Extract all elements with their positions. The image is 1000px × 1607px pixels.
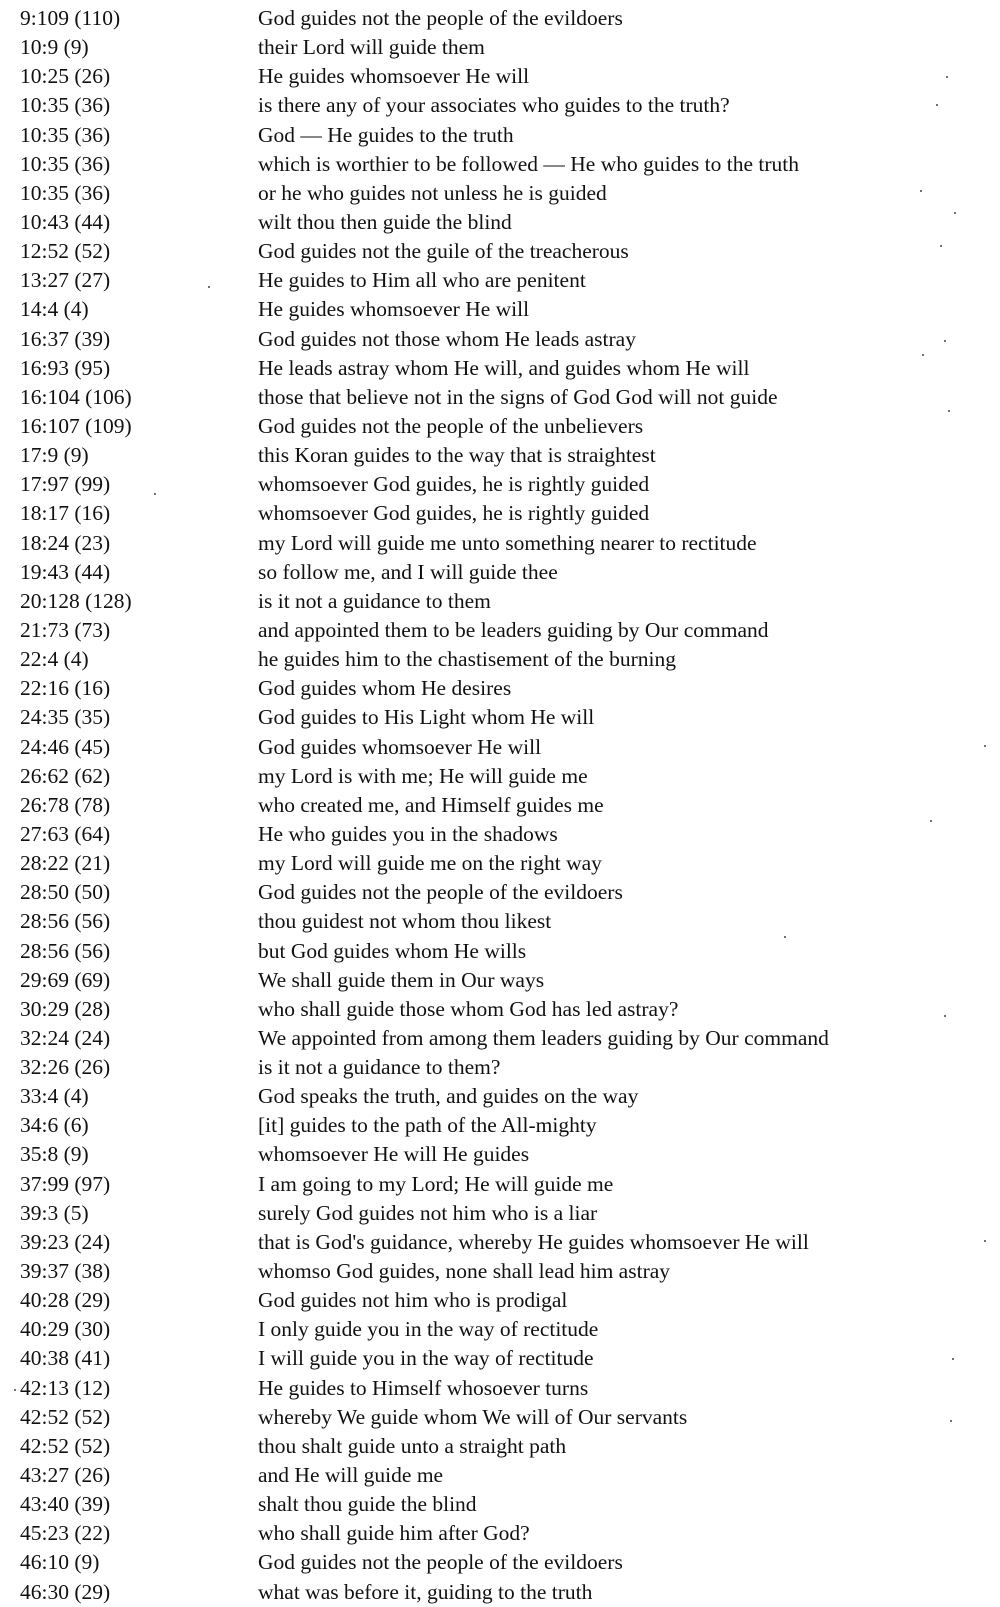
scan-speck: [946, 76, 948, 78]
verse-reference: 24:35 (35): [20, 705, 111, 730]
verse-reference: 18:17 (16): [20, 501, 111, 526]
concordance-entry: [0, 1519, 1000, 1548]
verse-reference: 39:37 (38): [20, 1259, 111, 1284]
scan-speck: [14, 1389, 16, 1391]
verse-reference: 18:24 (23): [20, 530, 111, 555]
verse-reference: 34:6 (6): [20, 1113, 89, 1138]
concordance-entry: [0, 1140, 1000, 1169]
concordance-entry: [0, 237, 1000, 266]
verse-text: whereby We guide whom We will of Our servants: [258, 1404, 688, 1429]
verse-reference: 42:52 (52): [20, 1433, 111, 1458]
verse-reference: 39:23 (24): [20, 1229, 111, 1254]
verse-text: God guides not the people of the evildoers: [258, 880, 623, 905]
scan-speck: [944, 340, 946, 342]
verse-reference: 43:40 (39): [20, 1492, 111, 1517]
verse-text: is there any of your associates who guides to the truth?: [258, 93, 730, 118]
concordance-entry: [0, 1286, 1000, 1315]
verse-reference: 30:29 (28): [20, 996, 111, 1021]
verse-reference: 22:4 (4): [20, 647, 89, 672]
concordance-entry: [0, 33, 1000, 62]
verse-reference: 28:50 (50): [20, 880, 111, 905]
concordance-entry: [0, 354, 1000, 383]
verse-text: is it not a guidance to them: [258, 588, 491, 613]
verse-text: God guides to His Light whom He will: [258, 705, 595, 730]
concordance-entry: [0, 1199, 1000, 1228]
verse-text: He guides whomsoever He will: [258, 64, 530, 89]
verse-reference: 26:78 (78): [20, 792, 111, 817]
concordance-entry: [0, 1111, 1000, 1140]
concordance-entry: [0, 616, 1000, 645]
verse-text: God guides not those whom He leads astray: [258, 326, 636, 351]
verse-reference: 33:4 (4): [20, 1084, 89, 1109]
verse-reference: 40:38 (41): [20, 1346, 111, 1371]
concordance-entry: [0, 587, 1000, 616]
verse-text: my Lord is with me; He will guide me: [258, 763, 588, 788]
concordance-entry: [0, 62, 1000, 91]
verse-text: God guides not the people of the unbelievers: [258, 413, 644, 438]
concordance-entry: [0, 1170, 1000, 1199]
scan-speck: [784, 936, 786, 938]
verse-text: I will guide you in the way of rectitude: [258, 1346, 594, 1371]
verse-text: who shall guide those whom God has led astray?: [258, 996, 679, 1021]
concordance-entry: [0, 499, 1000, 528]
concordance-entry: [0, 674, 1000, 703]
verse-text: He guides whomsoever He will: [258, 297, 530, 322]
concordance-entry: [0, 441, 1000, 470]
verse-reference: 22:16 (16): [20, 676, 111, 701]
verse-reference: 27:63 (64): [20, 821, 111, 846]
verse-text: that is God's guidance, whereby He guides whomsoever He will: [258, 1229, 809, 1254]
verse-reference: 16:107 (109): [20, 413, 132, 438]
concordance-entry: [0, 762, 1000, 791]
scan-speck: [154, 493, 156, 495]
verse-text: He guides to Him all who are penitent: [258, 268, 586, 293]
verse-reference: 10:9 (9): [20, 35, 89, 60]
verse-text: this Koran guides to the way that is straightest: [258, 443, 656, 468]
verse-text: God speaks the truth, and guides on the way: [258, 1084, 639, 1109]
verse-text: and appointed them to be leaders guiding by Our command: [258, 617, 769, 642]
verse-reference: 26:62 (62): [20, 763, 111, 788]
concordance-entry: [0, 1490, 1000, 1519]
verse-text: God guides not the people of the evildoers: [258, 1550, 623, 1575]
verse-reference: 10:35 (36): [20, 93, 111, 118]
verse-reference: 13:27 (27): [20, 268, 111, 293]
verse-reference: 32:26 (26): [20, 1055, 111, 1080]
verse-text: those that believe not in the signs of God God will not guide: [258, 384, 778, 409]
verse-text: He who guides you in the shadows: [258, 821, 558, 846]
concordance-entry: [0, 1024, 1000, 1053]
concordance-entry: [0, 150, 1000, 179]
concordance-entry: [0, 470, 1000, 499]
verse-text: my Lord will guide me on the right way: [258, 851, 602, 876]
concordance-entry: [0, 529, 1000, 558]
verse-text: but God guides whom He wills: [258, 938, 527, 963]
verse-reference: 19:43 (44): [20, 559, 111, 584]
concordance-entry: [0, 4, 1000, 33]
verse-reference: 9:109 (110): [20, 6, 121, 30]
verse-text: I only guide you in the way of rectitude: [258, 1317, 599, 1342]
concordance-entry: [0, 1344, 1000, 1373]
verse-reference: 10:43 (44): [20, 209, 111, 234]
verse-reference: 21:73 (73): [20, 617, 111, 642]
scan-speck: [954, 212, 956, 214]
verse-reference: 42:52 (52): [20, 1404, 111, 1429]
concordance-entry: [0, 558, 1000, 587]
verse-reference: 14:4 (4): [20, 297, 89, 322]
concordance-entry: [0, 791, 1000, 820]
verse-text: whomsoever God guides, he is rightly guided: [258, 472, 650, 497]
verse-text: I am going to my Lord; He will guide me: [258, 1171, 614, 1196]
verse-reference: 40:29 (30): [20, 1317, 111, 1342]
verse-reference: 46:30 (29): [20, 1579, 111, 1604]
verse-reference: 32:24 (24): [20, 1025, 111, 1050]
verse-text: We shall guide them in Our ways: [258, 967, 545, 992]
verse-reference: 39:3 (5): [20, 1200, 89, 1225]
scan-speck: [920, 190, 922, 192]
verse-text: We appointed from among them leaders guiding by Our command: [258, 1025, 829, 1050]
verse-text: wilt thou then guide the blind: [258, 209, 512, 234]
verse-reference: 16:37 (39): [20, 326, 111, 351]
concordance-entry: [0, 1053, 1000, 1082]
verse-reference: 10:35 (36): [20, 122, 111, 147]
verse-text: what was before it, guiding to the truth: [258, 1579, 593, 1604]
concordance-entry: [0, 703, 1000, 732]
scan-speck: [952, 1358, 954, 1360]
concordance-entry: [0, 266, 1000, 295]
verse-reference: 37:99 (97): [20, 1171, 111, 1196]
verse-text: God guides not the guile of the treacherous: [258, 239, 629, 264]
concordance-entry: [0, 1578, 1000, 1607]
concordance-entry: [0, 383, 1000, 412]
verse-text: whomso God guides, none shall lead him astray: [258, 1259, 671, 1284]
concordance-entry: [0, 907, 1000, 936]
verse-reference: 35:8 (9): [20, 1142, 89, 1167]
verse-reference: 10:25 (26): [20, 64, 111, 89]
scan-speck: [936, 104, 938, 106]
concordance-entry: [0, 1257, 1000, 1286]
scan-speck: [950, 1420, 952, 1422]
concordance-entry: [0, 295, 1000, 324]
verse-reference: 28:22 (21): [20, 851, 111, 876]
verse-reference: 24:46 (45): [20, 734, 111, 759]
verse-reference: 28:56 (56): [20, 938, 111, 963]
concordance-entry: [0, 966, 1000, 995]
verse-reference: 17:9 (9): [20, 443, 89, 468]
verse-text: God guides whom He desires: [258, 676, 512, 701]
concordance-entry: [0, 121, 1000, 150]
verse-reference: 29:69 (69): [20, 967, 111, 992]
concordance-entry: [0, 1082, 1000, 1111]
verse-text: which is worthier to be followed — He who guides to the truth: [258, 151, 799, 176]
concordance-entry: [0, 937, 1000, 966]
concordance-entry: [0, 1548, 1000, 1577]
concordance-entry: [0, 1374, 1000, 1403]
verse-text: is it not a guidance to them?: [258, 1055, 501, 1080]
verse-reference: 16:93 (95): [20, 355, 111, 380]
verse-reference: 42:13 (12): [20, 1375, 111, 1400]
verse-text: He guides to Himself whosoever turns: [258, 1375, 589, 1400]
verse-text: He leads astray whom He will, and guides whom He will: [258, 355, 750, 380]
scan-speck: [984, 1240, 986, 1242]
concordance-entry: [0, 1315, 1000, 1344]
verse-text: God — He guides to the truth: [258, 122, 514, 147]
verse-reference: 40:28 (29): [20, 1288, 111, 1313]
verse-reference: 46:10 (9): [20, 1550, 100, 1575]
concordance-entry: [0, 645, 1000, 674]
scan-speck: [940, 245, 942, 247]
verse-reference: 16:104 (106): [20, 384, 132, 409]
concordance-entry: [0, 820, 1000, 849]
scan-speck: [922, 354, 924, 356]
verse-text: thou shalt guide unto a straight path: [258, 1433, 567, 1458]
concordance-entry: [0, 1403, 1000, 1432]
concordance-entry: [0, 1228, 1000, 1257]
verse-text: God guides not him who is prodigal: [258, 1288, 568, 1313]
verse-reference: 10:35 (36): [20, 151, 111, 176]
scan-speck: [984, 745, 986, 747]
scan-speck: [930, 820, 932, 822]
verse-text: whomsoever God guides, he is rightly guided: [258, 501, 650, 526]
concordance-entry: [0, 995, 1000, 1024]
verse-reference: 43:27 (26): [20, 1463, 111, 1488]
scan-speck: [208, 286, 210, 288]
concordance-entry: [0, 849, 1000, 878]
verse-text: God guides not the people of the evildoers: [258, 6, 623, 30]
verse-text: shalt thou guide the blind: [258, 1492, 477, 1517]
verse-text: surely God guides not him who is a liar: [258, 1200, 598, 1225]
concordance-entry: [0, 179, 1000, 208]
verse-text: who created me, and Himself guides me: [258, 792, 604, 817]
concordance-entry: [0, 208, 1000, 237]
concordance-entry: [0, 733, 1000, 762]
verse-reference: 45:23 (22): [20, 1521, 111, 1546]
concordance-entry: [0, 1461, 1000, 1490]
verse-text: my Lord will guide me unto something nearer to rectitude: [258, 530, 757, 555]
scan-speck: [944, 1015, 946, 1017]
verse-reference: 10:35 (36): [20, 180, 111, 205]
concordance-list: [0, 4, 1000, 1607]
verse-text: or he who guides not unless he is guided: [258, 180, 607, 205]
verse-text: he guides him to the chastisement of the burning: [258, 647, 676, 672]
verse-text: so follow me, and I will guide thee: [258, 559, 558, 584]
verse-reference: 12:52 (52): [20, 239, 111, 264]
concordance-entry: [0, 412, 1000, 441]
verse-text: and He will guide me: [258, 1463, 444, 1488]
verse-text: who shall guide him after God?: [258, 1521, 530, 1546]
verse-text: [it] guides to the path of the All-mighty: [258, 1113, 597, 1138]
concordance-entry: [0, 325, 1000, 354]
verse-text: God guides whomsoever He will: [258, 734, 542, 759]
verse-text: whomsoever He will He guides: [258, 1142, 530, 1167]
verse-text: thou guidest not whom thou likest: [258, 909, 552, 934]
verse-reference: 17:97 (99): [20, 472, 111, 497]
scan-speck: [948, 410, 950, 412]
concordance-entry: [0, 91, 1000, 120]
verse-reference: 28:56 (56): [20, 909, 111, 934]
concordance-entry: [0, 878, 1000, 907]
concordance-entry: [0, 1432, 1000, 1461]
verse-text: their Lord will guide them: [258, 35, 485, 60]
verse-reference: 20:128 (128): [20, 588, 132, 613]
